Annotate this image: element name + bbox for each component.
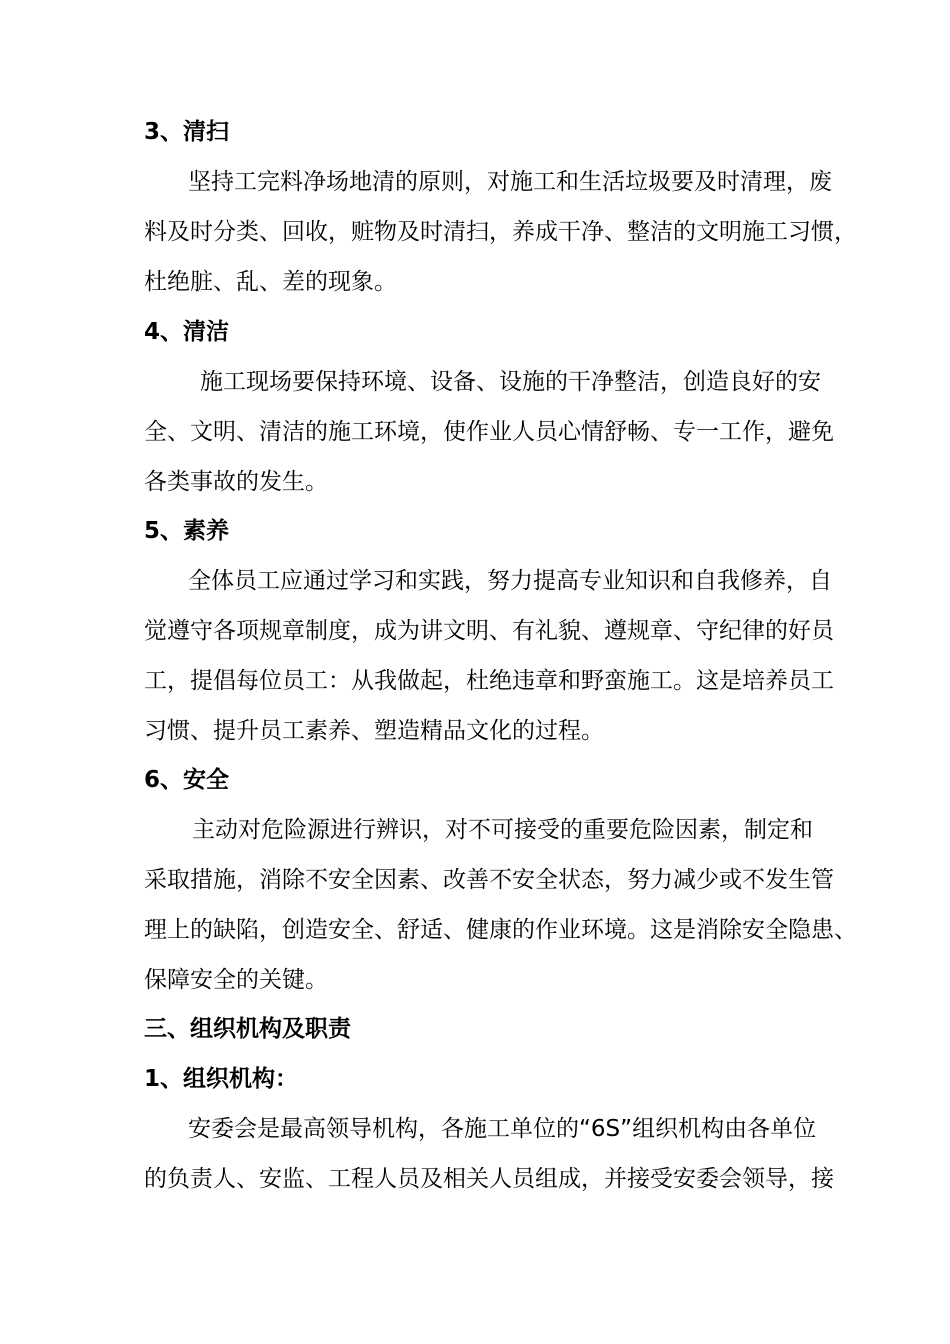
paragraph-line: 采取措施，消除不安全因素、改善不安全状态，努力减少或不发生管 bbox=[144, 867, 834, 893]
section-heading-safety: 6、安全 bbox=[144, 767, 230, 793]
paragraph-line: 理上的缺陷，创造安全、舒适、健康的作业环境。这是消除安全隐患、 bbox=[144, 917, 857, 943]
section-heading-tidiness: 4、清洁 bbox=[144, 319, 230, 345]
paragraph-line: 施工现场要保持环境、设备、设施的干净整洁，创造良好的安 bbox=[200, 369, 821, 395]
section-heading-org-structure: 1、组织机构： bbox=[144, 1066, 299, 1092]
paragraph-line: 安委会是最高领导机构，各施工单位的“6S”组织机构由各单位 bbox=[188, 1116, 817, 1142]
paragraph-line: 料及时分类、回收，赃物及时清扫，养成干净、整洁的文明施工习惯， bbox=[144, 219, 857, 245]
paragraph-line: 的负责人、安监、工程人员及相关人员组成，并接受安委会领导，接 bbox=[144, 1166, 834, 1192]
paragraph-line: 习惯、提升员工素养、塑造精品文化的过程。 bbox=[144, 718, 604, 744]
paragraph-line: 各类事故的发生。 bbox=[144, 469, 328, 495]
paragraph-line: 工，提倡每位员工：从我做起，杜绝违章和野蛮施工。这是培养员工 bbox=[144, 668, 834, 694]
paragraph-line: 主动对危险源进行辨识，对不可接受的重要危险因素，制定和 bbox=[192, 817, 813, 843]
paragraph-line: 杜绝脏、乱、差的现象。 bbox=[144, 269, 397, 295]
paragraph-line: 全体员工应通过学习和实践，努力提高专业知识和自我修养，自 bbox=[188, 568, 832, 594]
paragraph-line: 觉遵守各项规章制度，成为讲文明、有礼貌、遵规章、守纪律的好员 bbox=[144, 618, 834, 644]
section-heading-cleaning: 3、清扫 bbox=[144, 119, 230, 145]
section-heading-discipline: 5、素养 bbox=[144, 518, 230, 544]
paragraph-line: 保障安全的关键。 bbox=[144, 967, 328, 993]
chapter-heading-organization: 三、组织机构及职责 bbox=[144, 1016, 351, 1042]
paragraph-line: 全、文明、清洁的施工环境，使作业人员心情舒畅、专一工作，避免 bbox=[144, 419, 834, 445]
paragraph-line: 坚持工完料净场地清的原则，对施工和生活垃圾要及时清理，废 bbox=[188, 169, 832, 195]
